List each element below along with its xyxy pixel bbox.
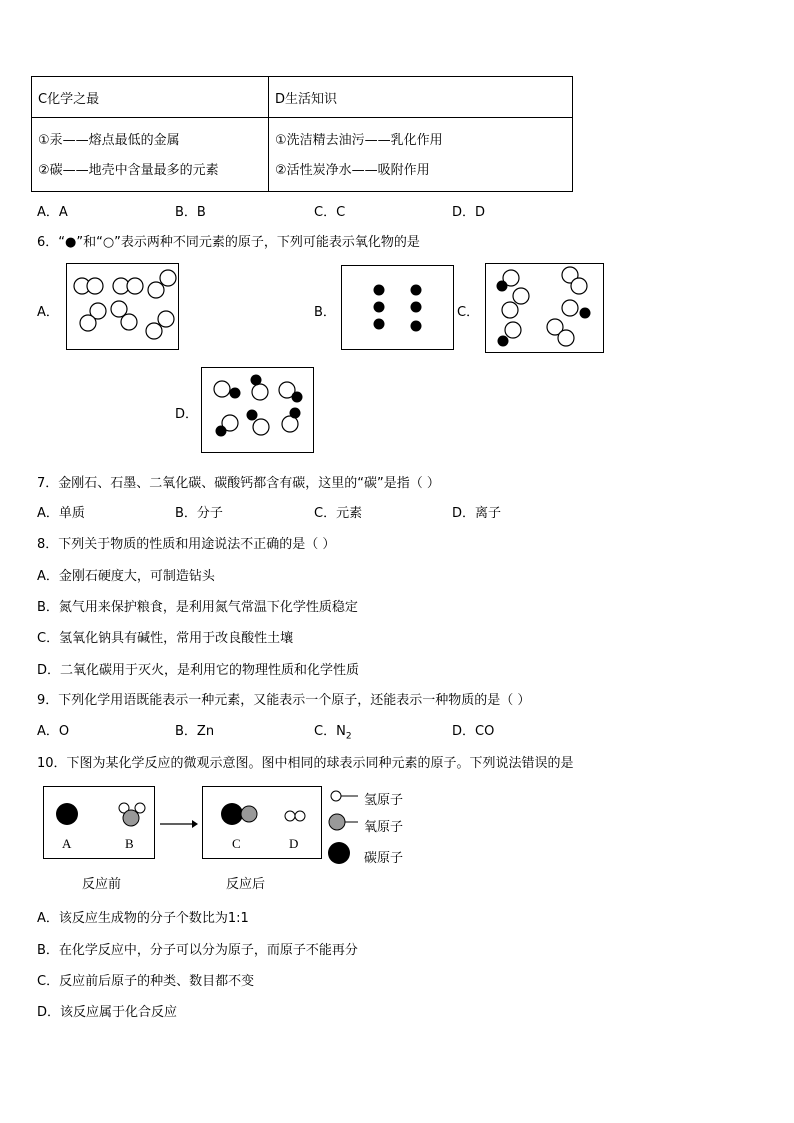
q8-stem: 8．下列关于物质的性质和用途说法不正确的是（ ） bbox=[37, 537, 336, 552]
q5-option-d[interactable]: D．D bbox=[452, 205, 486, 220]
q10-products-box bbox=[202, 786, 322, 859]
table-d-item-2: ②活性炭净水——吸附作用 bbox=[275, 163, 430, 178]
q10-legend-oxygen: 氧原子 bbox=[364, 820, 404, 835]
q6-stem: 6．“●”和“○”表示两种不同元素的原子，下列可能表示氧化物的是 bbox=[37, 235, 420, 250]
q5-option-a[interactable]: A．A bbox=[37, 205, 68, 220]
q10-option-a[interactable]: A．该反应生成物的分子个数比为1:1 bbox=[37, 911, 249, 926]
q6-box-c[interactable] bbox=[485, 263, 604, 353]
q6-option-b-label[interactable]: B． bbox=[314, 305, 336, 320]
q10-reaction-arrow bbox=[160, 818, 198, 830]
table-header-c: C化学之最 bbox=[32, 77, 269, 118]
q5-option-b[interactable]: B．B bbox=[175, 205, 206, 220]
q9-option-c[interactable] bbox=[314, 720, 352, 742]
q10-option-d[interactable]: D．该反应属于化合反应 bbox=[37, 1005, 178, 1020]
q9-option-d[interactable]: D．CO bbox=[452, 724, 495, 739]
q6-option-d-label[interactable]: D． bbox=[175, 407, 199, 422]
q8-option-c[interactable]: C．氢氧化钠具有碱性，常用于改良酸性土壤 bbox=[37, 631, 294, 646]
q7-stem: 7．金刚石、石墨、二氧化碳、碳酸钙都含有碳，这里的“碳”是指（ ） bbox=[37, 476, 440, 491]
q10-reactants-box bbox=[43, 786, 155, 859]
q6-diagram-a bbox=[67, 264, 178, 349]
table-header-d: D生活知识 bbox=[269, 77, 573, 118]
q10-legend-icons bbox=[326, 786, 366, 866]
q10-legend-carbon: 碳原子 bbox=[364, 851, 404, 866]
q6-box-a[interactable] bbox=[66, 263, 179, 350]
q10-option-b[interactable]: B．在化学反应中，分子可以分为原子，而原子不能再分 bbox=[37, 943, 358, 958]
q5-option-c[interactable]: C．C bbox=[314, 205, 346, 220]
q10-label-c: C bbox=[232, 836, 241, 851]
q10-before-caption: 反应前 bbox=[82, 877, 122, 892]
q10-label-a: A bbox=[62, 836, 72, 851]
knowledge-table bbox=[31, 76, 573, 192]
table-cell-d bbox=[269, 118, 573, 192]
q10-option-c[interactable]: C．反应前后原子的种类、数目都不变 bbox=[37, 974, 255, 989]
q6-box-d[interactable] bbox=[201, 367, 314, 453]
table-d-item-1: ①洗洁精去油污——乳化作用 bbox=[275, 133, 443, 148]
q10-after-caption: 反应后 bbox=[226, 877, 266, 892]
q9-option-a[interactable]: A．O bbox=[37, 724, 70, 739]
q8-option-b[interactable]: B．氮气用来保护粮食，是利用氮气常温下化学性质稳定 bbox=[37, 600, 358, 615]
q10-label-b: B bbox=[125, 836, 134, 851]
q7-option-a[interactable]: A．单质 bbox=[37, 506, 85, 521]
q8-option-a[interactable]: A．金刚石硬度大，可制造钻头 bbox=[37, 569, 215, 584]
q6-diagram-b bbox=[342, 266, 453, 349]
q10-reactants-diagram bbox=[44, 787, 154, 858]
q9-option-c-text: C．N bbox=[314, 724, 346, 739]
q6-diagram-c bbox=[486, 264, 603, 352]
q7-option-d[interactable]: D．离子 bbox=[452, 506, 502, 521]
q10-legend-hydrogen: 氢原子 bbox=[364, 793, 404, 808]
table-cell-c bbox=[32, 118, 269, 192]
q6-option-c-label[interactable]: C． bbox=[457, 305, 480, 320]
q6-diagram-d bbox=[202, 368, 313, 452]
q6-box-b[interactable] bbox=[341, 265, 454, 350]
q9-option-b[interactable]: B．Zn bbox=[175, 724, 215, 739]
q7-option-b[interactable]: B．分子 bbox=[175, 506, 223, 521]
q9-stem: 9．下列化学用语既能表示一种元素，又能表示一个原子，还能表示一种物质的是（ ） bbox=[37, 693, 531, 708]
q10-stem: 10．下图为某化学反应的微观示意图。图中相同的球表示同种元素的原子。下列说法错误的是 bbox=[37, 756, 574, 771]
q10-label-d: D bbox=[289, 836, 299, 851]
q9-option-c-subscript: 2 bbox=[345, 731, 352, 742]
q8-option-d[interactable]: D．二氧化碳用于灭火，是利用它的物理性质和化学性质 bbox=[37, 663, 360, 678]
table-c-item-1: ①汞——熔点最低的金属 bbox=[38, 133, 180, 148]
q6-option-a-label[interactable]: A． bbox=[37, 305, 59, 320]
q7-option-c[interactable]: C．元素 bbox=[314, 506, 363, 521]
q10-products-diagram bbox=[203, 787, 321, 858]
table-c-item-2: ②碳——地壳中含量最多的元素 bbox=[38, 163, 219, 178]
